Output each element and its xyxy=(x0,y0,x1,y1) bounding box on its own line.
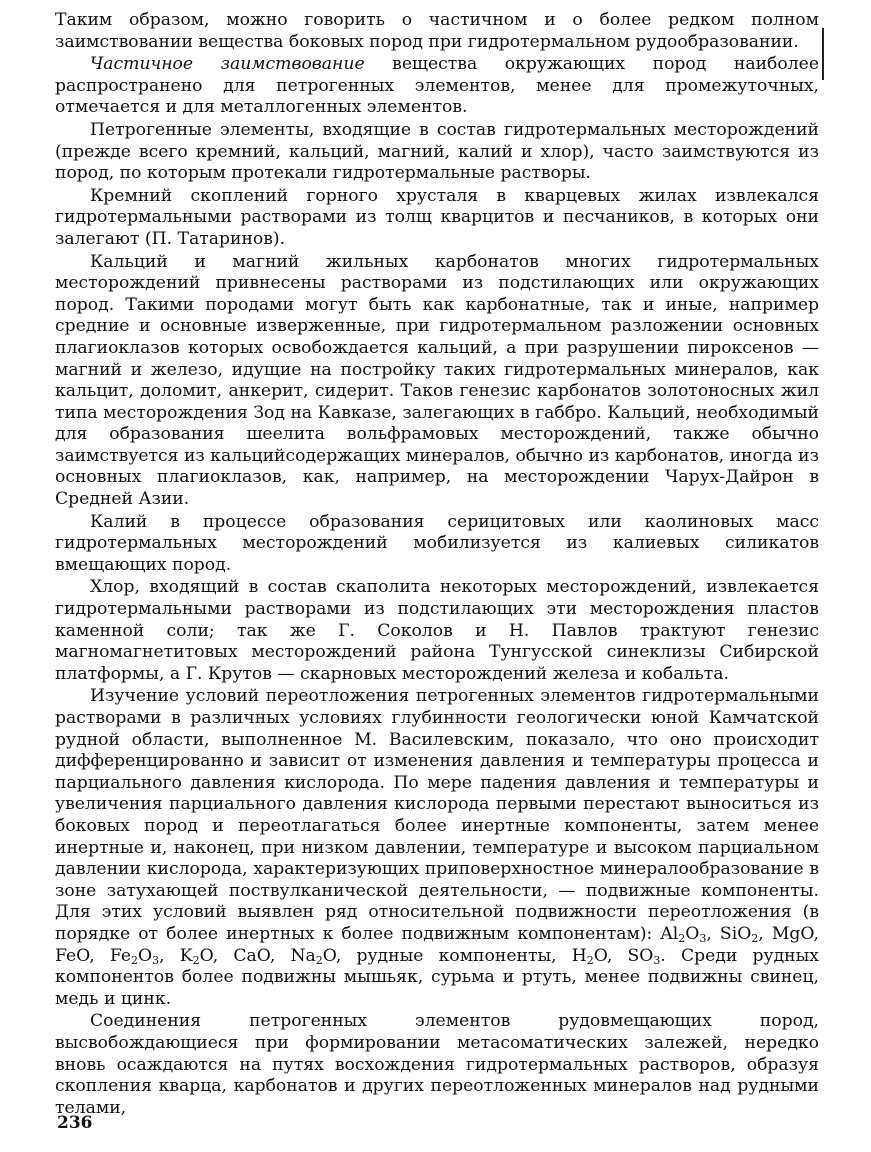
paragraph-4: Кремний скоплений горного хрусталя в кварцевых жилах извлекался гидротермальными растворами из толщ кварцитов и песчаников, в которых они залегают (П. Татаринов). xyxy=(55,185,819,249)
chemical-formula: $Fe_2O_3$ xyxy=(109,945,160,967)
paragraph-1: Таким образом, можно говорить о частичном и о более редком полном заимствовании вещества боковых пород при гидротермальном рудообразовании. xyxy=(55,10,819,52)
chemical-formula: $Al_2O_3$ xyxy=(660,923,707,945)
paragraph-8-text-middle: , рудные компоненты, xyxy=(335,945,572,966)
chemical-formula: $SO_3$ xyxy=(627,945,661,967)
chemical-formula: $Na_2O$ xyxy=(290,945,336,967)
paragraph-2-text: вещества окружающих пород наиболее распространено для петрогенных элементов, менее для промежуточных, отмечается и для металлогенных элементов. xyxy=(55,54,819,118)
paragraph-9: Соединения петрогенных элементов рудовмещающих пород, высвобождающиеся при формировании метасоматических залежей, нередко вновь осаждаются на путях восхождения гидротермальных растворов, образуя скопления кварца, карбонатов и других переотложенных минералов над рудными телами, xyxy=(55,1011,819,1118)
page-number: 236 xyxy=(57,1113,93,1133)
paragraph-5: Кальций и магний жильных карбонатов многих гидротермальных месторождений привнесены растворами из подстилающих или окружающих пород. Такими породами могут быть как карбонатные, так и иные, например средние и основные изверженные, при гидротермальном разложении основных плагиоклазов которых освобождается кальций, а при разрушении пироксенов — магний и железо, идущие на постройку таких гидротермальных минералов, как кальцит, доломит, анкерит, сидерит. Таков генезис карбонатов золотоносных жил типа месторождения Зод на Кавказе, залегающих в габбро. Кальций, необходимый для образования шеелита вольфрамовых месторождений, также обычно заимствуется из кальцийсодержащих минералов, обычно из карбонатов, иногда из основных плагиоклазов, как, например, на месторождении Чарух-Дайрон в Средней Азии. xyxy=(55,251,819,510)
paragraph-8-text-after: . Среди рудных компонентов более подвижны мышьяк, сурьма и ртуть, менее подвижны свинец, медь и цинк. xyxy=(55,945,819,1009)
formula-list: $Al_2O_3$, SiO$_2$, MgO, FeO, $Fe_2O_3$, $K_2O$, CaO, $Na_2O$ xyxy=(55,923,819,967)
chemical-formula: SiO$_2$ xyxy=(719,923,759,945)
page-body xyxy=(55,10,819,1119)
chemical-formula: FeO xyxy=(55,945,90,966)
margin-rule xyxy=(822,28,824,80)
chemical-formula: $H_2O$ xyxy=(571,945,607,967)
formula-list-2: $H_2O$, $SO_3$ xyxy=(571,945,661,967)
chemical-formula: CaO xyxy=(233,945,270,966)
paragraph-3: Петрогенные элементы, входящие в состав гидротермальных месторождений (прежде всего кремний, кальций, магний, калий и хлор), часто заимствуются из пород, по которым протекали гидротермальные растворы. xyxy=(55,119,819,184)
paragraph-6: Калий в процессе образования серицитовых или каолиновых масс гидротермальных месторождений мобилизуется из калиевых силикатов вмещающих пород. xyxy=(55,511,819,575)
paragraph-8-text-before: Изучение условий переотложения петрогенных элементов гидротермальными растворами в различных условиях глубинности геологически юной Камчатской рудной области, выполненное М. Василевским, показало, что оно происходит дифференцированно и зависит от изменения давления и температуры процесса и парциального давления кислорода. По мере падения давления и температуры и увеличения парциального давления кислорода первыми перестают выноситься из боковых пород и переотлагаться более инертные компоненты, затем менее инертные и, наконец, при низком давлении, температуре и высоком парциальном давлении кислорода, характеризующих приповерхностное минералообразование в зоне затухающей поствулканической деятельности, — подвижные компоненты. Для этих условий выявлен ряд относительной подвижности переотложения (в порядке от более инертных к более подвижным компонентам): xyxy=(55,686,819,944)
paragraph-7: Хлор, входящий в состав скаполита некоторых месторождений, извлекается гидротермальными растворами из подстилающих эти месторождения пластов каменной соли; так же Г. Соколов и Н. Павлов трактуют генезис магномагнетитовых месторождений района Тунгусской синеклизы Сибирской платформы, а Г. Крутов — скарновых месторождений железа и кобальта. xyxy=(55,577,819,684)
italic-term: Частичное заимствование xyxy=(90,54,365,75)
paragraph-2 xyxy=(55,54,819,119)
chemical-formula: MgO xyxy=(771,923,814,944)
chemical-formula: $K_2O$ xyxy=(179,945,213,967)
paragraph-8 xyxy=(55,686,819,1010)
